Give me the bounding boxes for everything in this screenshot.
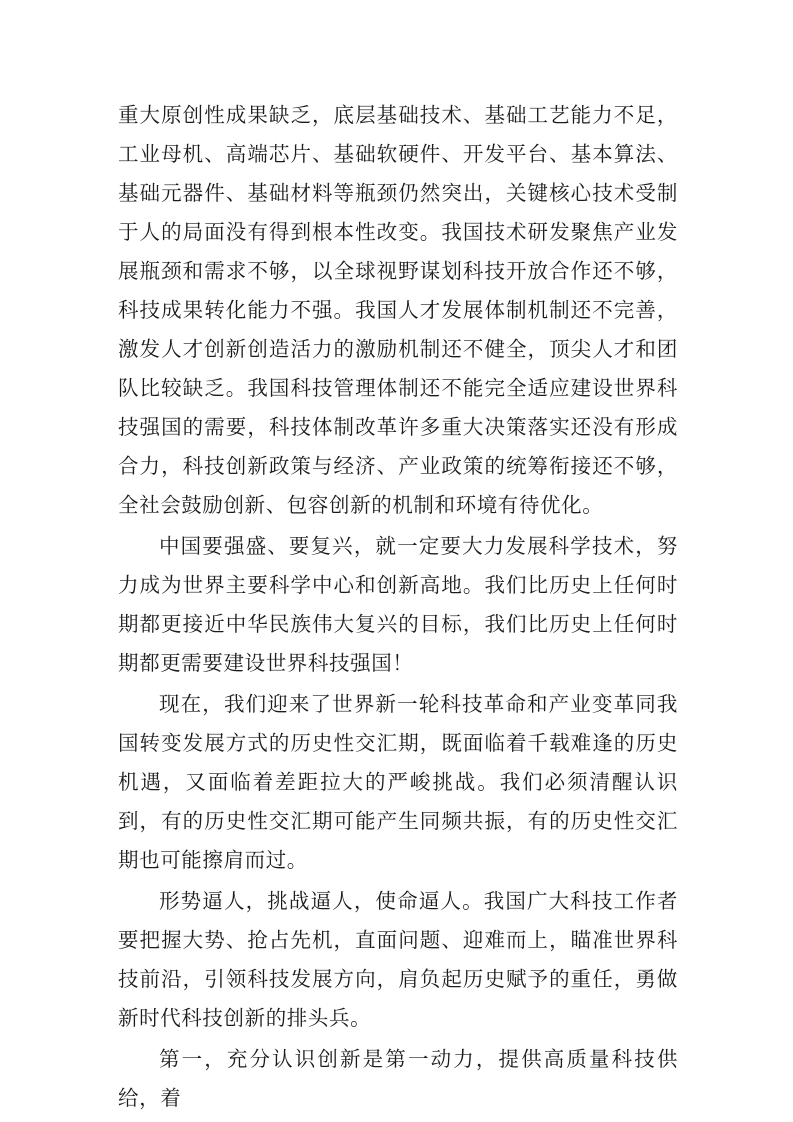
paragraph-3: 现在，我们迎来了世界新一轮科技革命和产业变革同我国转变发展方式的历史性交汇期，既面临着千载难逢的历史机遇，又面临着差距拉大的严峻挑战。我们必须清醒认识到，有的历史性交汇期可能产生同频共振，有的历史性交汇期也可能擦肩而过。	[118, 692, 678, 872]
paragraph-5: 第一，充分认识创新是第一动力，提供高质量科技供给，着	[118, 1047, 678, 1110]
paragraph-4: 形势逼人，挑战逼人，使命逼人。我国广大科技工作者要把握大势、抢占先机，直面问题、迎难而上，瞄准世界科技前沿，引领科技发展方向，肩负起历史赋予的重任，勇做新时代科技创新的排头兵。	[118, 889, 678, 1030]
paragraph-2: 中国要强盛、要复兴，就一定要大力发展科学技术，努力成为世界主要科学中心和创新高地。我们比历史上任何时期都更接近中华民族伟大复兴的目标，我们比历史上任何时期都更需要建设世界科技强国！	[118, 534, 678, 675]
paragraph-1: 重大原创性成果缺乏，底层基础技术、基础工艺能力不足，工业母机、高端芯片、基础软硬件、开发平台、基本算法、基础元器件、基础材料等瓶颈仍然突出，关键核心技术受制于人的局面没有得到根本性改变。我国技术研发聚焦产业发展瓶颈和需求不够，以全球视野谋划科技开放合作还不够，科技成果转化能力不强。我国人才发展体制机制还不完善，激发人才创新创造活力的激励机制还不健全，顶尖人才和团队比较缺乏。我国科技管理体制还不能完全适应建设世界科技强国的需要，科技体制改革许多重大决策落实还没有形成合力，科技创新政策与经济、产业政策的统筹衔接还不够，全社会鼓励创新、包容创新的机制和环境有待优化。	[118, 103, 678, 517]
document-body	[118, 96, 678, 1118]
